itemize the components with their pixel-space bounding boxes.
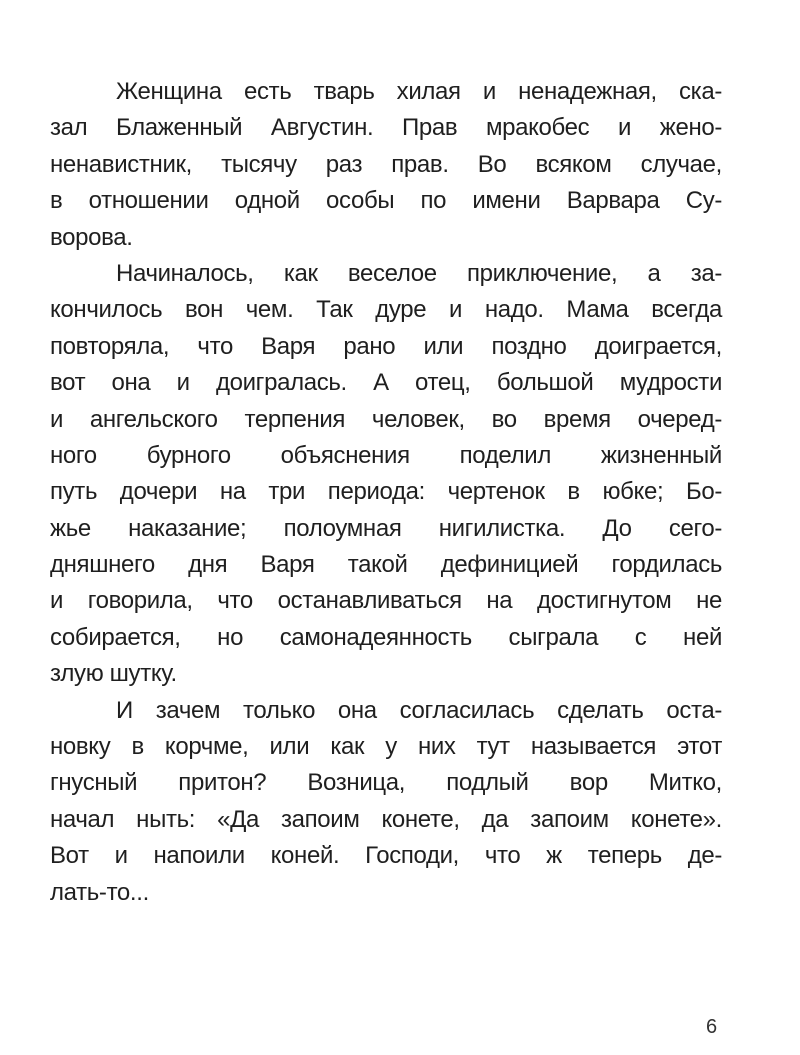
text-line: лать-то...	[50, 878, 149, 906]
text-line: И зачем только она согласилась сделать оста-	[116, 696, 722, 724]
text-line: и говорила, что останавливаться на достигнутом не	[50, 587, 722, 615]
page-number: 6	[706, 1016, 718, 1038]
text-line: новку в корчме, или как у них тут называется этот	[50, 733, 722, 761]
text-line: вот она и доигралась. А отец, большой мудрости	[50, 369, 722, 397]
text-line: и ангельского терпения человек, во время очеред-	[50, 405, 722, 433]
text-line: ворова.	[50, 223, 133, 251]
paragraph-3	[50, 693, 722, 911]
page-body	[50, 74, 722, 911]
text-line: Вот и напоили коней. Господи, что ж теперь де-	[50, 842, 722, 870]
text-line: путь дочери на три периода: чертенок в юбке; Бо-	[50, 478, 722, 506]
text-line: злую шутку.	[50, 660, 177, 688]
text-line: ного бурного объяснения поделил жизненный	[50, 441, 722, 469]
text-line: дняшнего дня Варя такой дефиницией гордилась	[50, 551, 722, 579]
text-line: кончилось вон чем. Так дуре и надо. Мама всегда	[50, 296, 722, 324]
text-line: Женщина есть тварь хилая и ненадежная, ска-	[116, 78, 722, 105]
text-line: Начиналось, как веселое приключение, а за-	[116, 259, 722, 287]
text-line: гнусный притон? Возница, подлый вор Митко,	[50, 769, 722, 797]
text-line: собирается, но самонадеянность сыграла с ней	[50, 623, 722, 651]
paragraph-2	[50, 256, 722, 693]
text-line: в отношении одной особы по имени Варвара Су-	[50, 187, 722, 215]
text-line: ненавистник, тысячу раз прав. Во всяком случае,	[50, 150, 722, 178]
paragraph-1	[50, 74, 722, 256]
text-line: жье наказание; полоумная нигилистка. До сего-	[50, 514, 722, 542]
text-line: зал Блаженный Августин. Прав мракобес и жено-	[50, 114, 722, 142]
text-line: начал ныть: «Да запоим конете, да запоим конете».	[50, 805, 722, 833]
text-line: повторяла, что Варя рано или поздно доиграется,	[50, 332, 722, 360]
